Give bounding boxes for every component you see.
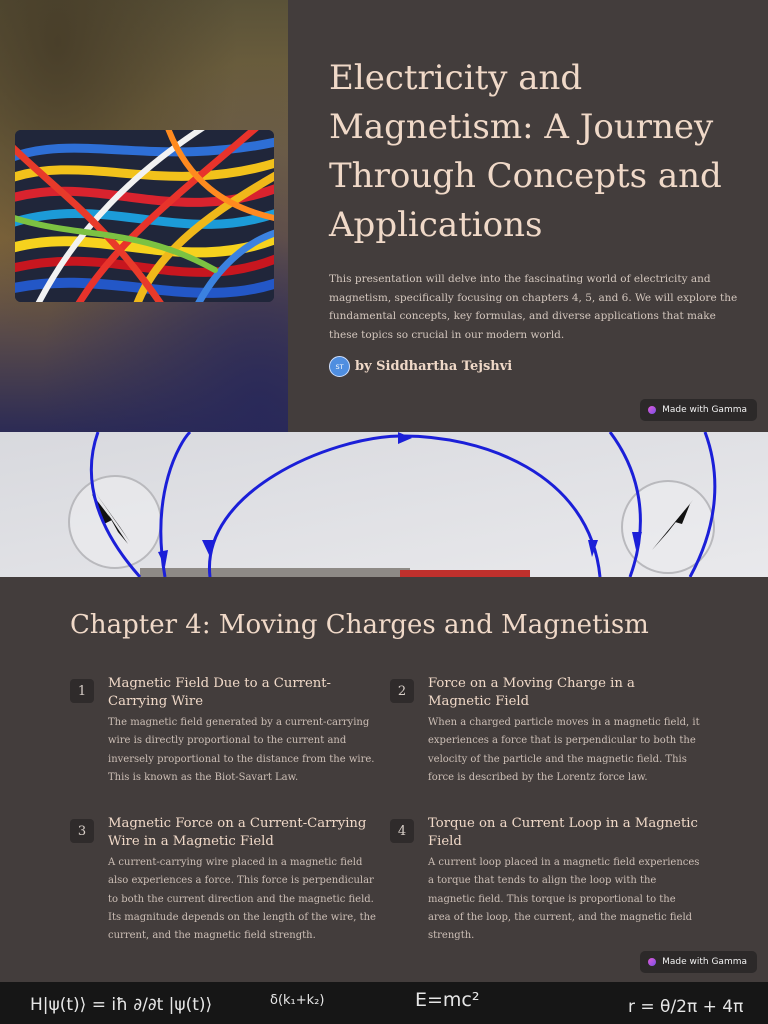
- chapter-4-slide: [0, 432, 768, 982]
- presentation-title: Electricity and Magnetism: A Journey Through Concepts and Applications: [329, 58, 722, 245]
- chapter-title: Chapter 4: Moving Charges and Magnetism: [70, 610, 649, 640]
- item-body: The magnetic field generated by a current-carrying wire is directly proportional to the current and inversely proportional to the distance from the wire. This is known as the Biot-Savart Law.: [108, 717, 375, 783]
- wires-illustration: [15, 130, 274, 302]
- item-title: Magnetic Force on a Current-Carrying Wire in a Magnetic Field: [108, 816, 367, 849]
- author-name: by Siddhartha Tejshvi: [355, 359, 513, 374]
- item-title: Force on a Moving Charge in a Magnetic Field: [428, 676, 635, 709]
- wires-image: [15, 130, 274, 302]
- item-number: 2: [390, 679, 414, 703]
- chalkboard-formulas: [0, 982, 768, 1024]
- author-byline: [329, 356, 512, 377]
- item-number: 3: [70, 819, 94, 843]
- formula-emc2: E=mc²: [415, 989, 480, 1011]
- item-number: 1: [70, 679, 94, 703]
- item-body: A current-carrying wire placed in a magnetic field also experiences a force. This force is perpendicular to both the current direction and the magnetic field. Its magnitude depends on the length of the wire, the current, and the magnetic field strength.: [108, 857, 376, 942]
- badge-label: Made with Gamma: [662, 405, 747, 415]
- made-with-gamma-badge[interactable]: [640, 951, 757, 973]
- gamma-logo-icon: [648, 406, 656, 414]
- item-number: 4: [390, 819, 414, 843]
- presentation-description: This presentation will delve into the fascinating world of electricity and magnetism, specifically focusing on chapters 4, 5, and 6. We will explore the fundamental concepts, key formulas, and diverse applications that make these topics so crucial in our modern world.: [329, 273, 738, 341]
- item-body: A current loop placed in a magnetic field experiences a torque that tends to align the loop with the magnetic field. This torque is proportional to the area of the loop, the current, and the magnetic field strength.: [428, 857, 700, 942]
- item-title: Magnetic Field Due to a Current-Carrying Wire: [108, 676, 332, 709]
- chalkboard-slide-preview: [0, 982, 768, 1024]
- badge-label: Made with Gamma: [662, 957, 747, 967]
- magnetic-field-illustration: [0, 432, 768, 577]
- formula-schrodinger: H|ψ(t)⟩ = iħ ∂/∂t |ψ(t)⟩: [30, 995, 213, 1015]
- magnetic-field-image: [0, 432, 768, 577]
- formula-delta: δ(k₁+k₂): [270, 993, 325, 1008]
- gamma-logo-icon: [648, 958, 656, 966]
- item-body: When a charged particle moves in a magnetic field, it experiences a force that is perpendicular to both the velocity of the particle and the magnetic field. This force is described by the Lorentz force law.: [428, 717, 700, 783]
- title-slide: [0, 0, 768, 432]
- avatar: ST: [329, 356, 350, 377]
- made-with-gamma-badge[interactable]: [640, 399, 757, 421]
- formula-radius: r = θ/2π + 4π: [628, 997, 744, 1017]
- item-title: Torque on a Current Loop in a Magnetic Field: [428, 816, 698, 849]
